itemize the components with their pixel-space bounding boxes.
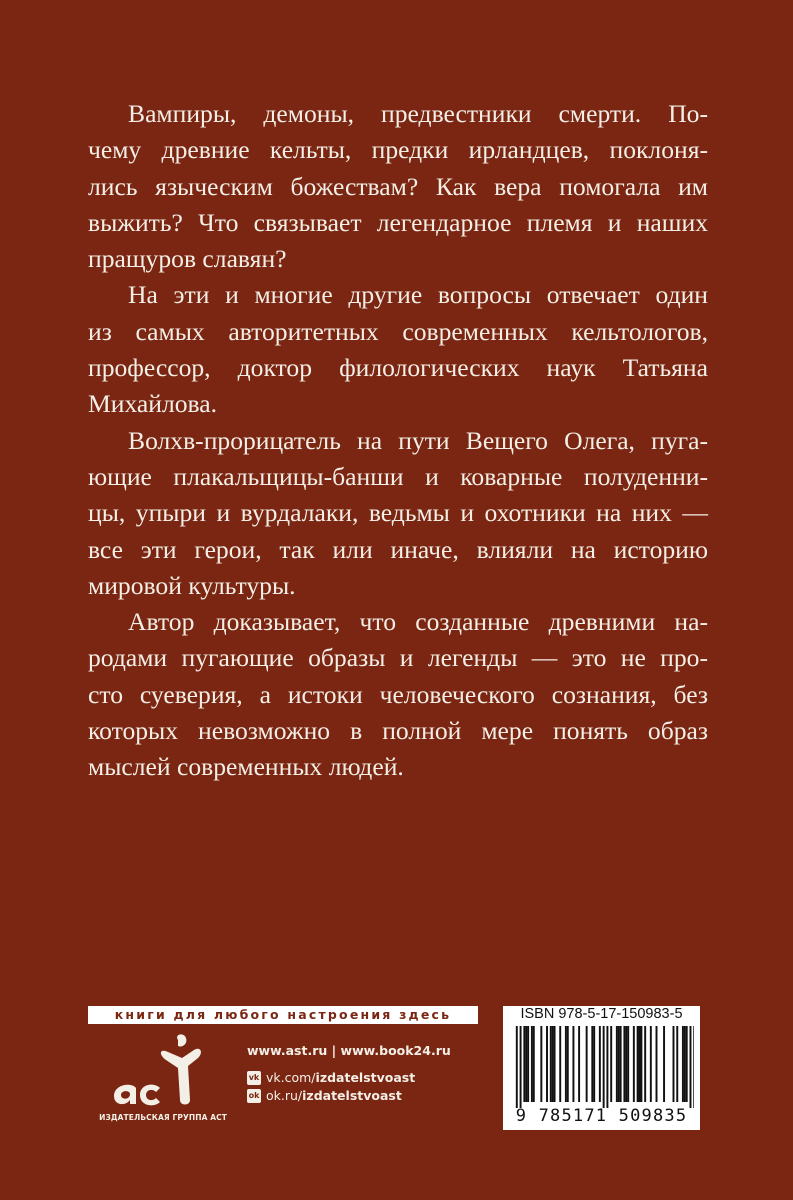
barcode-bar	[682, 1026, 684, 1102]
barcode-bar	[550, 1026, 552, 1102]
description-line: все эти герои, так или иначе, влияли на историю	[88, 534, 708, 564]
vk-handle: izdatelstvoast	[315, 1070, 416, 1085]
barcode-bar	[591, 1026, 593, 1102]
barcode-bar	[567, 1026, 569, 1102]
ok-handle: izdatelstvoast	[302, 1088, 402, 1103]
description-line: ющие плакальщицы-банши и коварные полуденни-	[88, 461, 708, 491]
description-paragraph	[88, 604, 708, 785]
description-line: которых невозможно в полной мере понять образ	[88, 716, 708, 746]
barcode-bar	[693, 1026, 694, 1108]
description-line: родами пугающие образы и легенды — это не про-	[88, 643, 708, 673]
barcode-bar	[599, 1026, 601, 1102]
barcode-bar	[676, 1026, 678, 1102]
description-line: выжить? Что связывает легендарное племя и наших	[88, 207, 708, 237]
description-line: Автор доказывает, что созданные древними на-	[128, 607, 708, 637]
barcode-bar	[640, 1026, 642, 1102]
vk-prefix: vk.com/	[266, 1070, 316, 1085]
vk-icon: vk	[247, 1071, 261, 1085]
barcode-bar	[620, 1026, 622, 1102]
barcode-bar	[656, 1026, 658, 1102]
barcode-bar	[690, 1026, 692, 1108]
barcode-icon	[509, 1026, 694, 1108]
description-line: мыслей современных людей.	[88, 752, 404, 782]
barcode-bar	[639, 1026, 641, 1102]
ok-icon: ok	[247, 1089, 261, 1103]
barcode-bar	[633, 1026, 635, 1102]
description-line: Волхв-прорицатель на пути Вещего Олега, пуга-	[128, 425, 708, 455]
barcode-bar	[572, 1026, 574, 1102]
barcode-bar	[546, 1026, 548, 1102]
barcode-bar	[610, 1026, 612, 1102]
barcode-digits: 9 785171 509835	[515, 1106, 688, 1126]
barcode-bar	[684, 1026, 686, 1102]
description-line: пращуров славян?	[88, 244, 287, 274]
barcode-bar	[663, 1026, 665, 1102]
barcode-bar	[606, 1026, 608, 1108]
vk-link[interactable]	[247, 1070, 451, 1085]
description-line: из самых авторитетных современных кельтологов,	[88, 316, 708, 346]
description-line: профессор, доктор филологических наук Татьяна	[88, 353, 708, 383]
barcode-bar	[618, 1026, 620, 1102]
barcode-bar	[552, 1026, 554, 1102]
barcode-bar	[673, 1026, 675, 1102]
barcode-bar	[540, 1026, 542, 1102]
description-line: Михайлова.	[88, 389, 218, 419]
ok-link[interactable]	[247, 1088, 451, 1103]
barcode-bar	[520, 1026, 522, 1108]
description-paragraph	[88, 423, 708, 604]
barcode-bar	[623, 1026, 625, 1102]
publisher-logo	[98, 1032, 228, 1128]
description-line: чему древние кельты, предки ирландцев, поклоня-	[88, 135, 708, 165]
barcode-bar	[527, 1026, 529, 1102]
barcode-bar	[533, 1026, 535, 1102]
barcode-bar	[644, 1026, 646, 1102]
isbn-text: ISBN 978-5-17-150983-5	[520, 1006, 683, 1022]
description-text	[88, 96, 708, 786]
barcode-bar	[565, 1026, 567, 1102]
barcode-bar	[531, 1026, 533, 1102]
description-line: мировой культуры.	[88, 570, 296, 600]
barcode-bar	[578, 1026, 580, 1102]
barcode-bar	[625, 1026, 627, 1102]
slogan-strip: книги для любого настроения здесь	[88, 1006, 478, 1024]
website-links[interactable]: www.ast.ru | www.book24.ru	[247, 1043, 451, 1058]
description-paragraph	[88, 277, 708, 422]
barcode-bar	[525, 1026, 527, 1102]
barcode-bar	[516, 1026, 518, 1108]
barcode-bar	[650, 1026, 652, 1102]
barcode-bar	[593, 1026, 595, 1102]
barcode-bar	[616, 1026, 618, 1102]
ok-prefix: ok.ru/	[266, 1088, 303, 1103]
description-line: сто суеверия, а истоки человеческого сознания, без	[88, 679, 708, 709]
description-line: На эти и многие другие вопросы отвечает один	[128, 280, 708, 310]
publisher-label: ИЗДАТЕЛЬСКАЯ ГРУППА АСТ	[99, 1113, 227, 1122]
description-line: Вампиры, демоны, предвестники смерти. По-	[128, 99, 708, 128]
barcode-bar	[554, 1026, 556, 1102]
ast-logo-icon	[108, 1032, 218, 1112]
description-paragraph	[88, 96, 708, 277]
barcode-bar	[523, 1026, 525, 1102]
barcode-bar	[686, 1026, 688, 1102]
description-line: цы, упыри и вурдалаки, ведьмы и охотники на них —	[88, 498, 708, 528]
publisher-links	[247, 1043, 451, 1103]
barcode-bar	[637, 1026, 639, 1102]
barcode-bar	[586, 1026, 588, 1102]
isbn-barcode	[503, 1006, 700, 1130]
barcode-bar	[559, 1026, 561, 1102]
barcode-bar	[627, 1026, 629, 1102]
description-line: лись языческим божествам? Как вера помогала им	[88, 171, 708, 201]
barcode-bar	[603, 1026, 605, 1108]
